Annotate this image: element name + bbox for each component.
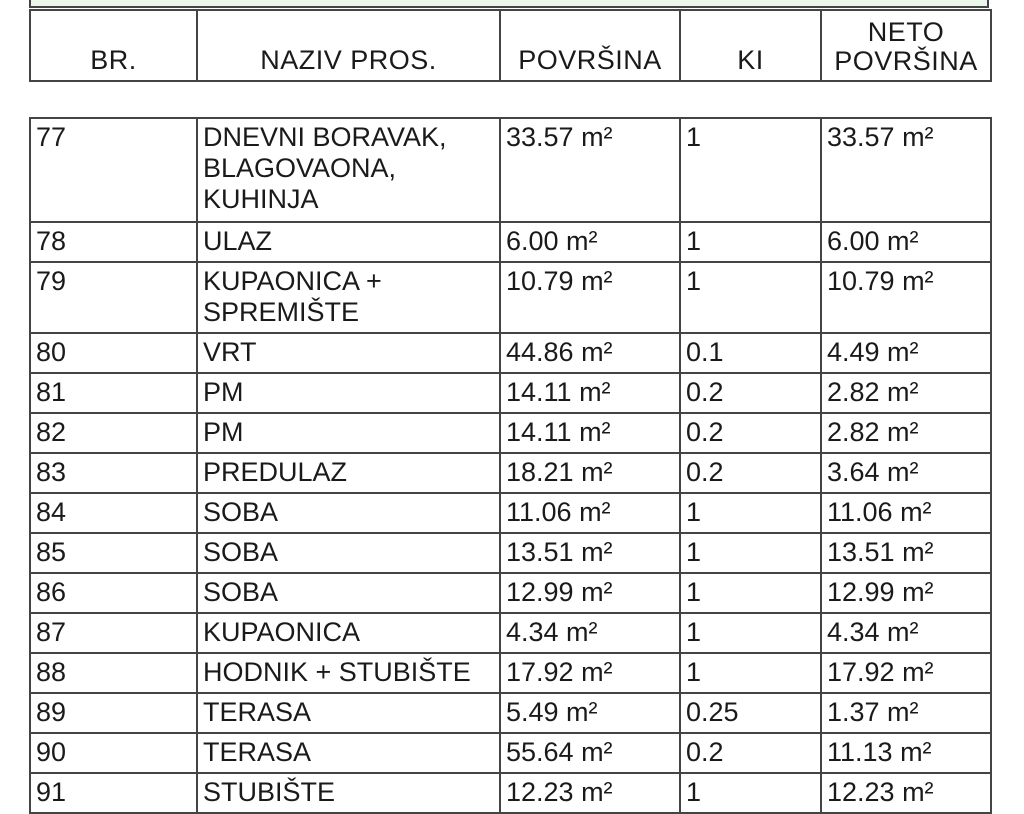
cell-naziv: STUBIŠTE bbox=[197, 773, 500, 813]
table-row bbox=[30, 573, 991, 613]
cell-br: 88 bbox=[30, 653, 197, 693]
table-row bbox=[30, 733, 991, 773]
header-neto-line2: POVRŠINA bbox=[834, 46, 978, 76]
cell-povrsina: 18.21 m² bbox=[500, 453, 680, 493]
table-row bbox=[30, 453, 991, 493]
cell-br: 90 bbox=[30, 733, 197, 773]
cell-naziv: TERASA bbox=[197, 733, 500, 773]
cell-ki: 1 bbox=[680, 773, 821, 813]
cell-povrsina: 4.34 m² bbox=[500, 613, 680, 653]
cell-naziv: PREDULAZ bbox=[197, 453, 500, 493]
cell-br: 78 bbox=[30, 222, 197, 262]
cell-ki: 0.2 bbox=[680, 733, 821, 773]
header-neto-line1: NETO bbox=[867, 17, 945, 47]
cell-povrsina: 55.64 m² bbox=[500, 733, 680, 773]
cell-povrsina: 6.00 m² bbox=[500, 222, 680, 262]
cell-br: 82 bbox=[30, 413, 197, 453]
cell-povrsina: 5.49 m² bbox=[500, 693, 680, 733]
cell-naziv: TERASA bbox=[197, 693, 500, 733]
cell-neto: 12.99 m² bbox=[821, 573, 991, 613]
cell-naziv: HODNIK + STUBIŠTE bbox=[197, 653, 500, 693]
table-row bbox=[30, 333, 991, 373]
cell-neto: 12.23 m² bbox=[821, 773, 991, 813]
cell-neto: 2.82 m² bbox=[821, 373, 991, 413]
table-row bbox=[30, 118, 991, 222]
cell-ki: 1 bbox=[680, 653, 821, 693]
cell-br: 80 bbox=[30, 333, 197, 373]
header-neto-povrsina bbox=[821, 10, 991, 81]
cell-br: 87 bbox=[30, 613, 197, 653]
header-br: BR. bbox=[30, 10, 197, 81]
cell-naziv: KUPAONICA + SPREMIŠTE bbox=[197, 262, 500, 333]
cell-neto: 2.82 m² bbox=[821, 413, 991, 453]
table-row bbox=[30, 533, 991, 573]
cell-povrsina: 13.51 m² bbox=[500, 533, 680, 573]
cell-br: 77 bbox=[30, 118, 197, 222]
header-povrsina: POVRŠINA bbox=[500, 10, 680, 81]
cell-ki: 0.2 bbox=[680, 453, 821, 493]
cell-neto: 13.51 m² bbox=[821, 533, 991, 573]
cell-neto: 10.79 m² bbox=[821, 262, 991, 333]
cell-neto: 17.92 m² bbox=[821, 653, 991, 693]
cell-ki: 1 bbox=[680, 118, 821, 222]
cell-neto: 1.37 m² bbox=[821, 693, 991, 733]
cell-povrsina: 44.86 m² bbox=[500, 333, 680, 373]
table-row bbox=[30, 373, 991, 413]
cell-br: 89 bbox=[30, 693, 197, 733]
cell-neto: 33.57 m² bbox=[821, 118, 991, 222]
cell-ki: 1 bbox=[680, 262, 821, 333]
cell-naziv: KUPAONICA bbox=[197, 613, 500, 653]
table-row bbox=[30, 613, 991, 653]
header-naziv: NAZIV PROS. bbox=[197, 10, 500, 81]
cell-ki: 1 bbox=[680, 222, 821, 262]
cell-povrsina: 14.11 m² bbox=[500, 413, 680, 453]
column-header-table bbox=[29, 9, 992, 82]
header-row bbox=[30, 10, 991, 81]
cell-naziv: DNEVNI BORAVAK, BLAGOVAONA, KUHINJA bbox=[197, 118, 500, 222]
cell-neto: 3.64 m² bbox=[821, 453, 991, 493]
cell-naziv: SOBA bbox=[197, 573, 500, 613]
header-ki: KI bbox=[680, 10, 821, 81]
cell-ki: 0.1 bbox=[680, 333, 821, 373]
cell-povrsina: 12.23 m² bbox=[500, 773, 680, 813]
table-row bbox=[30, 413, 991, 453]
cell-ki: 0.2 bbox=[680, 373, 821, 413]
cell-naziv: SOBA bbox=[197, 533, 500, 573]
cell-br: 84 bbox=[30, 493, 197, 533]
cell-br: 91 bbox=[30, 773, 197, 813]
table-row bbox=[30, 493, 991, 533]
table-row bbox=[30, 222, 991, 262]
cell-ki: 1 bbox=[680, 613, 821, 653]
cell-povrsina: 12.99 m² bbox=[500, 573, 680, 613]
cell-naziv: VRT bbox=[197, 333, 500, 373]
cell-naziv: SOBA bbox=[197, 493, 500, 533]
cell-ki: 0.2 bbox=[680, 413, 821, 453]
cell-naziv: ULAZ bbox=[197, 222, 500, 262]
cell-povrsina: 10.79 m² bbox=[500, 262, 680, 333]
cell-br: 85 bbox=[30, 533, 197, 573]
cell-povrsina: 11.06 m² bbox=[500, 493, 680, 533]
cell-neto: 4.49 m² bbox=[821, 333, 991, 373]
cell-ki: 1 bbox=[680, 493, 821, 533]
table-row bbox=[30, 262, 991, 333]
rooms-table bbox=[29, 117, 992, 814]
cell-naziv: PM bbox=[197, 413, 500, 453]
cell-br: 79 bbox=[30, 262, 197, 333]
cell-br: 86 bbox=[30, 573, 197, 613]
cell-neto: 11.13 m² bbox=[821, 733, 991, 773]
cell-neto: 11.06 m² bbox=[821, 493, 991, 533]
cell-br: 81 bbox=[30, 373, 197, 413]
table-row bbox=[30, 653, 991, 693]
cell-naziv: PM bbox=[197, 373, 500, 413]
cell-neto: 4.34 m² bbox=[821, 613, 991, 653]
cell-povrsina: 33.57 m² bbox=[500, 118, 680, 222]
cell-br: 83 bbox=[30, 453, 197, 493]
cell-ki: 1 bbox=[680, 573, 821, 613]
table-row bbox=[30, 693, 991, 733]
table-top-band bbox=[29, 0, 989, 8]
cell-neto: 6.00 m² bbox=[821, 222, 991, 262]
cell-ki: 1 bbox=[680, 533, 821, 573]
cell-povrsina: 17.92 m² bbox=[500, 653, 680, 693]
table-row bbox=[30, 773, 991, 813]
cell-povrsina: 14.11 m² bbox=[500, 373, 680, 413]
cell-ki: 0.25 bbox=[680, 693, 821, 733]
